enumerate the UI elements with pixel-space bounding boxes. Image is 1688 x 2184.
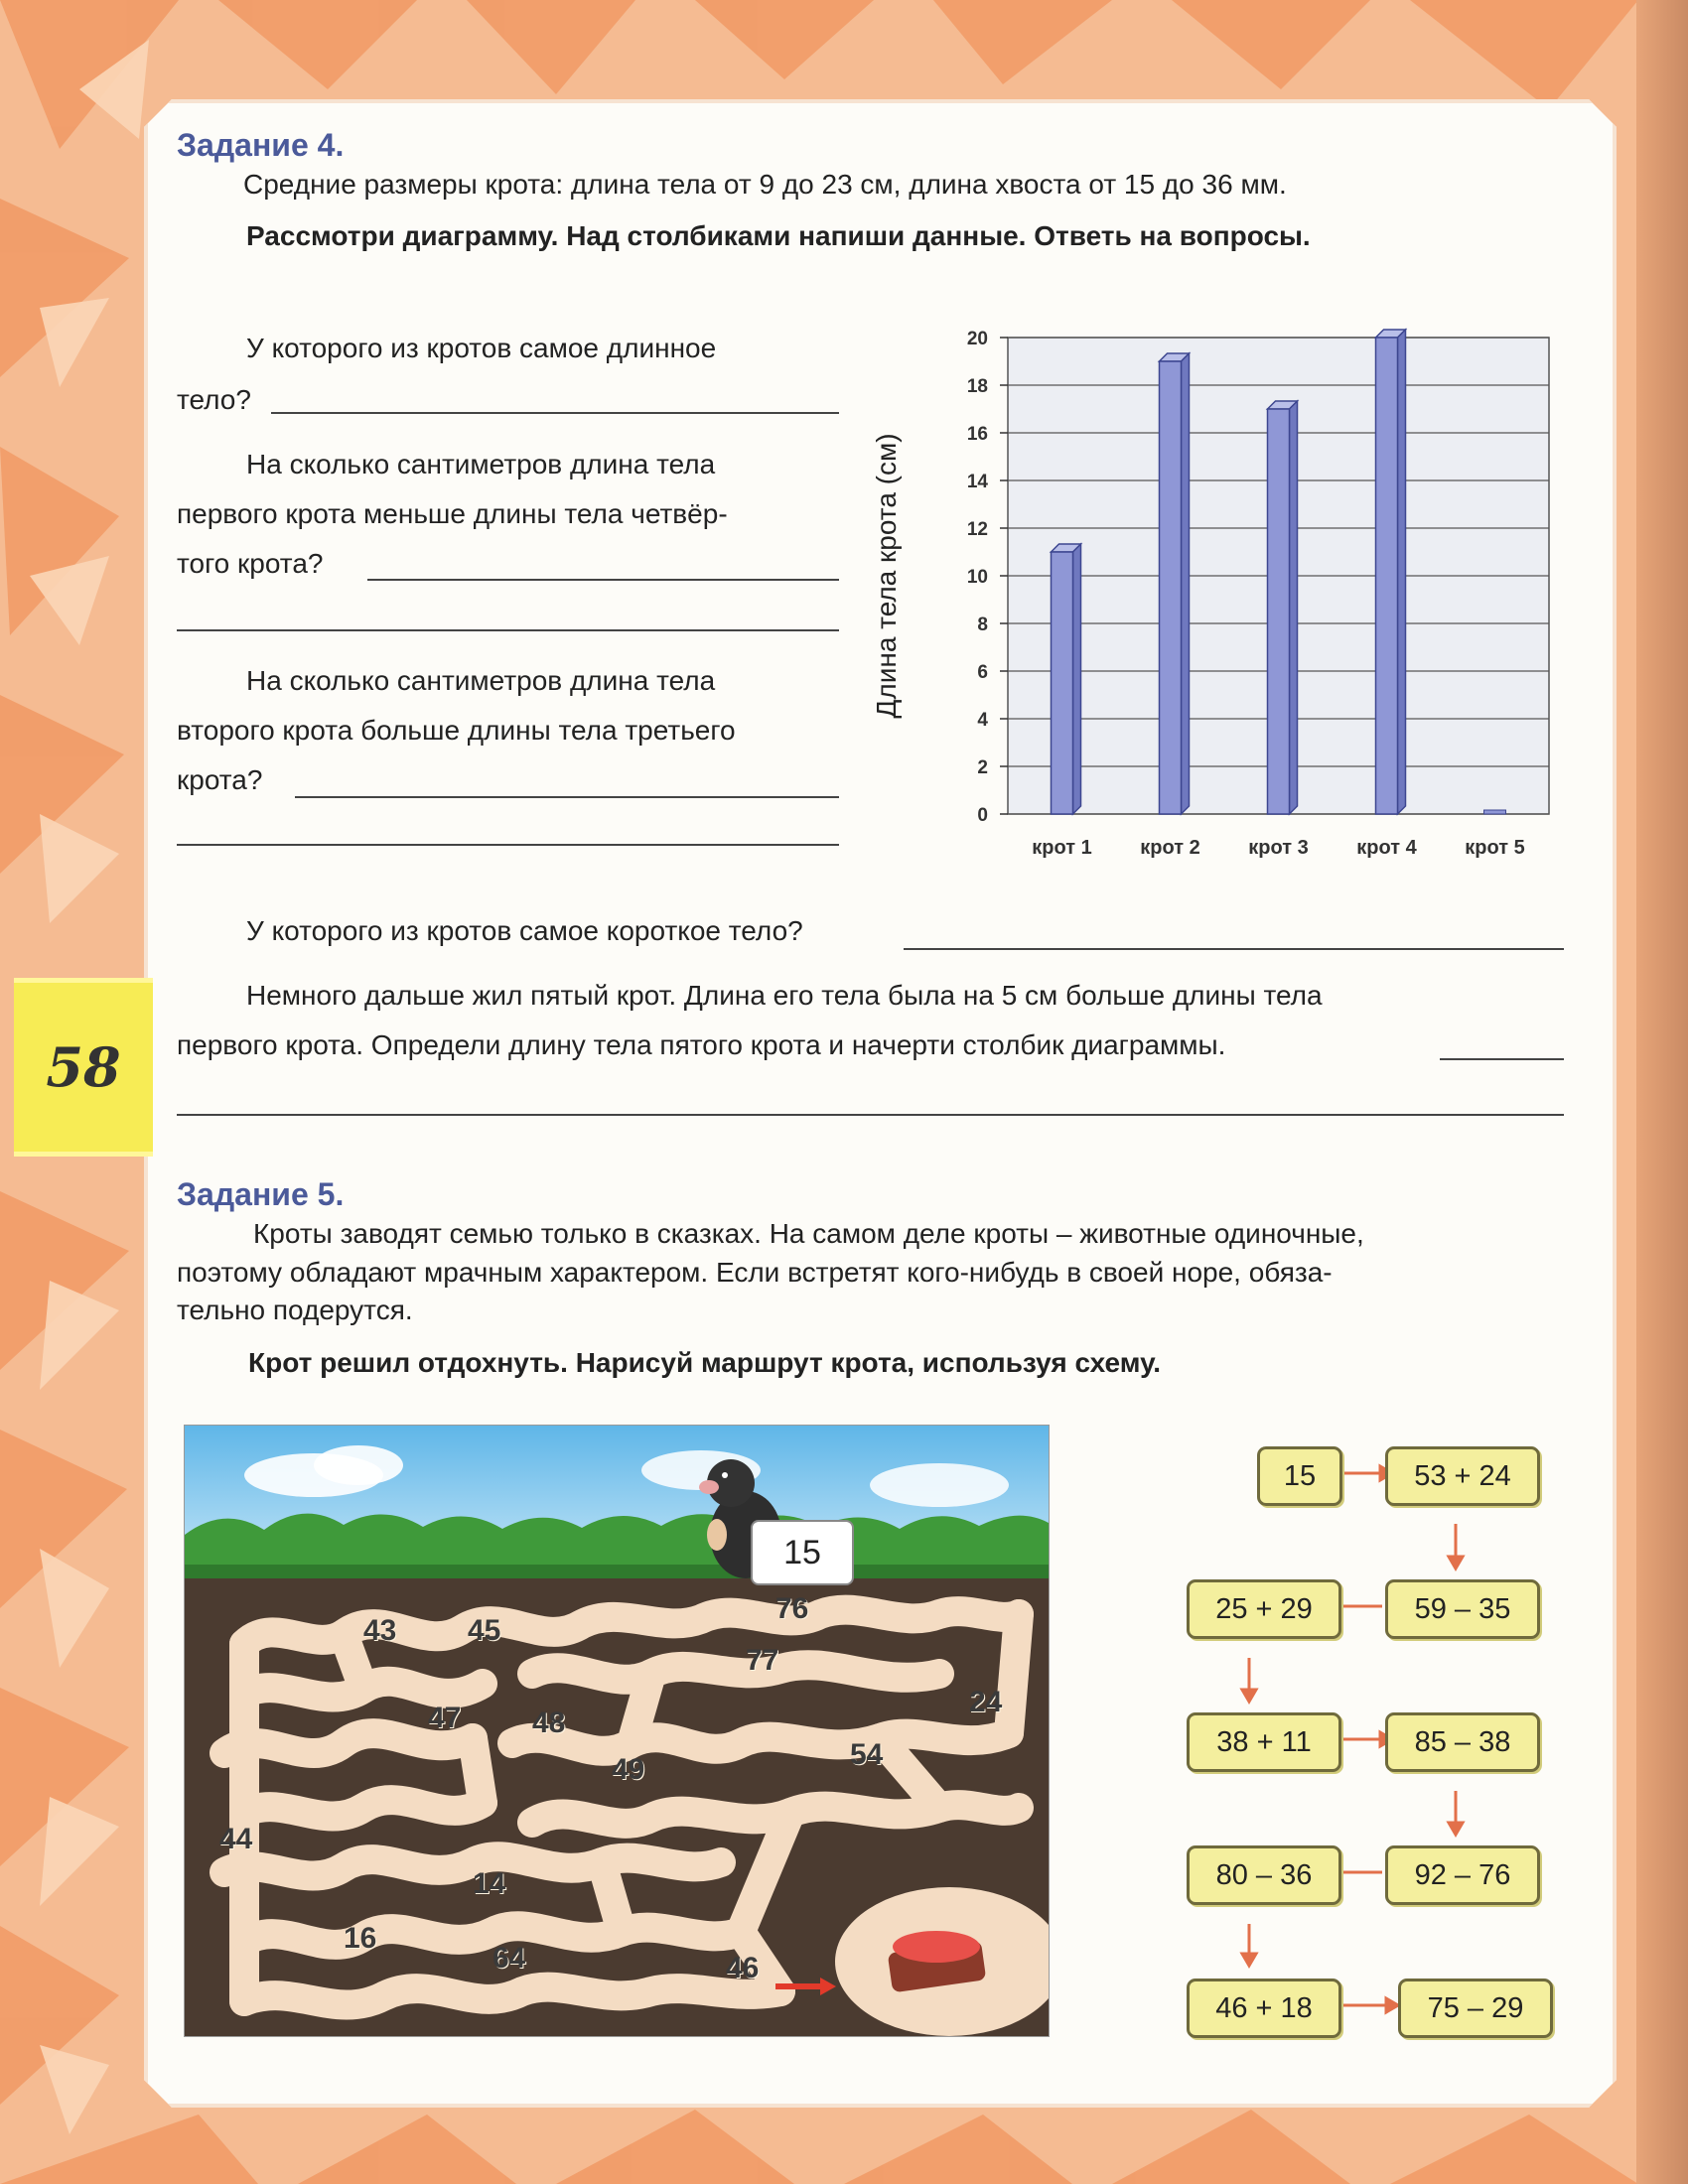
maze-number[interactable]: 76	[775, 1592, 809, 1625]
q5-line1: Немного дальше жил пятый крот. Длина его тела была на 5 см больше длины тела	[246, 980, 1323, 1011]
chart-bar	[1160, 361, 1182, 814]
maze-number[interactable]: 49	[612, 1753, 645, 1786]
chart-y-tick-label: 16	[966, 424, 988, 445]
q5-line2: первого крота. Определи длину тела пятого крота и начерти столбик диаграммы.	[177, 1029, 1226, 1060]
task5-text-line3: тельно подерутся.	[177, 1295, 413, 1325]
chart-y-tick-label: 18	[966, 376, 988, 397]
chart-y-tick-label: 4	[977, 710, 988, 731]
chart-bar	[1376, 338, 1398, 814]
q4-text: У которого из кротов самое короткое тело?	[246, 915, 803, 946]
chart-bar-side	[1073, 544, 1081, 814]
maze-number[interactable]: 14	[473, 1867, 506, 1900]
chart-x-tick-label: крот 4	[1356, 837, 1417, 859]
scheme-node[interactable]: 25 + 29	[1187, 1579, 1341, 1639]
task5-text-line2: поэтому обладают мрачным характером. Если встретят кого-нибудь в своей норе, обяза-	[177, 1257, 1333, 1288]
scheme-node[interactable]: 46 + 18	[1187, 1979, 1341, 2038]
chart-y-tick-label: 0	[977, 805, 988, 826]
chart-y-tick-label: 10	[966, 567, 988, 588]
chart-y-tick-label: 6	[977, 662, 988, 683]
chart-bar	[1268, 409, 1290, 814]
q3-line1: На сколько сантиметров длина тела	[246, 665, 716, 696]
q5-answer-line-1[interactable]	[1440, 1058, 1564, 1060]
maze-number[interactable]: 54	[850, 1738, 884, 1771]
chart-x-tick-label: крот 3	[1248, 837, 1309, 859]
chart-y-tick-label: 12	[966, 519, 988, 540]
maze-number[interactable]: 47	[428, 1702, 462, 1734]
chart-bar	[1052, 552, 1073, 814]
book-spine	[1636, 0, 1688, 2184]
q5-answer-line-2[interactable]	[177, 1114, 1564, 1116]
q3-line2: второго крота больше длины тела третьего	[177, 715, 736, 746]
task5-title: Задание 5.	[177, 1176, 345, 1212]
chart-bar-side	[1398, 330, 1406, 814]
scheme-node-start[interactable]: 15	[1257, 1446, 1342, 1506]
chart-y-tick-label: 20	[966, 329, 988, 349]
q3-answer-line-1[interactable]	[295, 796, 839, 798]
q2-answer-line-2[interactable]	[177, 629, 839, 631]
chart-y-tick-label: 8	[977, 614, 988, 635]
scheme-node[interactable]: 75 – 29	[1398, 1979, 1553, 2038]
task4-instruction: Рассмотри диаграмму. Над столбиками напиши данные. Ответь на вопросы.	[246, 220, 1311, 251]
scheme-node[interactable]: 92 – 76	[1385, 1845, 1540, 1905]
q2-line2: первого крота меньше длины тела четвёр-	[177, 498, 728, 529]
task4-intro: Средние размеры крота: длина тела от 9 до 23 см, длина хвоста от 15 до 36 мм.	[243, 169, 1287, 200]
task5-instruction: Крот решил отдохнуть. Нарисуй маршрут крота, используя схему.	[248, 1347, 1161, 1378]
chart-y-label: Длина тела крота (см)	[871, 433, 902, 719]
q2-line1: На сколько сантиметров длина тела	[246, 449, 716, 479]
q2-answer-line-1[interactable]	[367, 579, 839, 581]
chart-x-tick-label: крот 1	[1032, 837, 1092, 859]
q1-answer-line[interactable]	[271, 412, 839, 414]
maze-drawing	[185, 1426, 1049, 2036]
maze-number[interactable]: 43	[363, 1614, 397, 1647]
q1-line2: тело?	[177, 384, 251, 415]
chart-x-tick-label: крот 2	[1140, 837, 1200, 859]
chart-bar-side	[1182, 353, 1190, 814]
maze-number[interactable]: 64	[492, 1942, 526, 1975]
scheme-node[interactable]: 85 – 38	[1385, 1712, 1540, 1772]
page-number: 58	[46, 1035, 121, 1099]
maze-number[interactable]: 16	[344, 1922, 377, 1955]
chart-bar-side	[1290, 401, 1298, 814]
maze-number[interactable]: 44	[219, 1823, 253, 1855]
task5-text-line1: Кроты заводят семью только в сказках. На самом деле кроты – животные одиночные,	[253, 1218, 1364, 1249]
q3-line3: крота?	[177, 764, 263, 795]
maze-number[interactable]: 48	[532, 1706, 566, 1739]
maze-number[interactable]: 45	[468, 1614, 501, 1647]
maze-start-box: 15	[751, 1520, 854, 1585]
maze-number[interactable]: 46	[726, 1952, 760, 1984]
q3-answer-line-2[interactable]	[177, 844, 839, 846]
q4-answer-line[interactable]	[904, 948, 1564, 950]
chart-y-tick-label: 14	[966, 472, 988, 492]
q2-line3: того крота?	[177, 548, 324, 579]
scheme-node[interactable]: 38 + 11	[1187, 1712, 1341, 1772]
mole-maze	[184, 1425, 1050, 2037]
page-number-tab	[14, 978, 153, 1157]
maze-number[interactable]: 77	[746, 1644, 779, 1677]
bar-chart	[884, 298, 1579, 874]
scheme-node[interactable]: 59 – 35	[1385, 1579, 1540, 1639]
chart-y-tick-label: 2	[977, 757, 988, 778]
maze-number[interactable]: 24	[969, 1686, 1003, 1718]
chart-bar	[1484, 810, 1506, 814]
scheme-node[interactable]: 53 + 24	[1385, 1446, 1540, 1506]
scheme-node[interactable]: 80 – 36	[1187, 1845, 1341, 1905]
chart-x-tick-label: крот 5	[1465, 837, 1525, 859]
q1-line1: У которого из кротов самое длинное	[246, 333, 717, 363]
task4-title: Задание 4.	[177, 127, 345, 163]
